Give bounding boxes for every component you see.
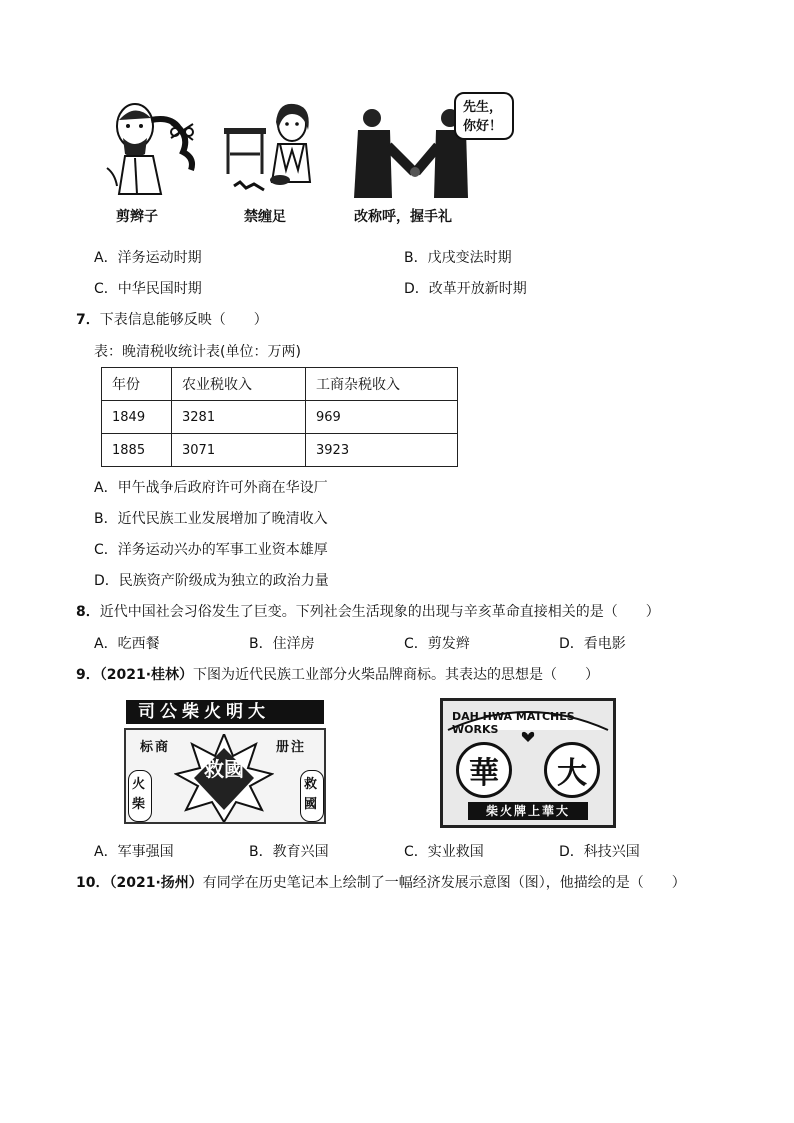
q7-option-a[interactable]: A．甲午战争后政府许可外商在华设厂 [94,480,328,496]
heart-icon [521,731,535,743]
q8-stem [76,602,660,622]
q7-option-c[interactable]: C．洋务运动兴办的军事工业资本雄厚 [94,542,328,558]
q9-option-b[interactable]: B．教育兴国 [249,844,329,860]
q9-option-d[interactable]: D．科技兴国 [559,844,640,860]
caption-cut-queue: 剪辫子 [116,209,158,225]
table-cell: 1849 [102,401,172,434]
table-cell: 1885 [102,434,172,467]
speech-line-1: 先生， [463,100,503,115]
tax-table [101,367,458,467]
q8-option-b[interactable]: B．住洋房 [249,636,315,652]
foot-binding-ban-illustration [220,100,324,200]
q9-option-c[interactable]: C．实业救国 [404,844,484,860]
caption-handshake: 改称呼，握手礼 [354,209,452,225]
label2-bottom-text: 柴火牌上華大 [485,804,570,818]
q9-source: （2021·桂林） [99,667,194,683]
q8-option-a[interactable]: A．吃西餐 [94,636,160,652]
q10-number: 10． [76,875,110,891]
table-cell: 3281 [172,401,306,434]
table-row [102,401,458,434]
table-header-cell: 年份 [102,368,172,401]
q7-stem [76,310,268,330]
q9-number: 9． [76,667,100,683]
q7-option-b[interactable]: B．近代民族工业发展增加了晚清收入 [94,511,328,527]
q8-option-c[interactable]: C．剪发辫 [404,636,470,652]
q10-source: （2021·扬州） [109,875,203,891]
match-label-save-nation [116,696,334,828]
q6-option-c[interactable]: C．中华民国时期 [94,281,202,297]
table-header-cell: 工商杂税收入 [306,368,458,401]
table-cell: 969 [306,401,458,434]
q7-number: 7． [76,312,100,328]
q7-stem-text: 下表信息能够反映（ ） [99,312,268,328]
table-cell: 3923 [306,434,458,467]
q10-stem-text: 有同学在历史笔记本上绘制了一幅经济发展示意图（图），他描绘的是（ ） [202,875,686,891]
caption-ban-footbinding: 禁缠足 [244,209,286,225]
label1-right-text: 册注 [276,740,307,755]
q8-stem-text: 近代中国社会习俗发生了巨变。下列社会生活现象的出现与辛亥革命直接相关的是（ ） [99,604,660,620]
table-row [102,434,458,467]
label1-side-left: 火柴 [132,777,146,812]
match-label-dah-hwa [440,698,616,828]
label2-top-text: DAH HWA MATCHES WORKS [452,710,575,736]
q9-option-a[interactable]: A．军事强国 [94,844,174,860]
q8-option-d[interactable]: D．看电影 [559,636,626,652]
table-header-cell: 农业税收入 [172,368,306,401]
queue-cutting-illustration [105,98,201,196]
q9-stem-text: 下图为近代民族工业部分火柴品牌商标。其表达的思想是（ ） [193,667,600,683]
speech-bubble [454,92,514,140]
label2-left-char: 華 [469,756,499,791]
q9-stem [76,665,599,685]
q7-table-title: 表：晚清税收统计表(单位：万两) [94,344,301,360]
table-cell: 3071 [172,434,306,467]
speech-line-2: 你好！ [463,119,503,134]
label1-side-right: 救國 [304,777,318,812]
q8-number: 8． [76,604,100,620]
label1-top-text: 司公柴火明大 [138,702,270,722]
q10-stem [76,873,686,893]
q7-option-d[interactable]: D．民族资产阶级成为独立的政治力量 [94,573,329,589]
label1-left-text: 标商 [140,740,171,755]
q6-illustrations [100,90,520,230]
q6-option-b[interactable]: B．戊戌变法时期 [404,250,512,266]
label2-right-char: 大 [557,756,587,791]
q6-option-a[interactable]: A．洋务运动时期 [94,250,202,266]
table-header-row [102,368,458,401]
label1-center-text: 救國 [204,757,244,781]
q6-option-d[interactable]: D．改革开放新时期 [404,281,527,297]
